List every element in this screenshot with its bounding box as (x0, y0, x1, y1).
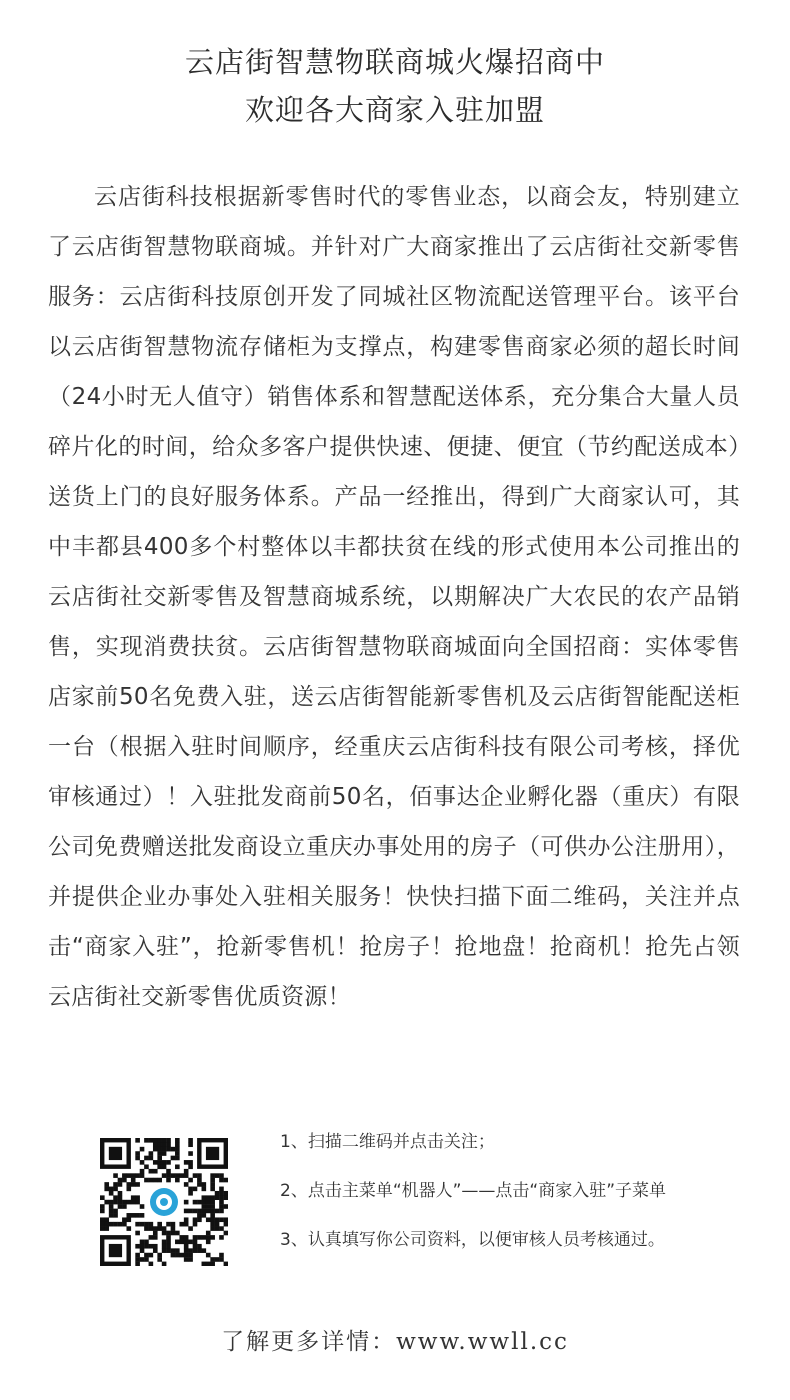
instruction-step-3: 3、认真填写你公司资料，以便审核人员考核通过。 (280, 1230, 665, 1250)
page-title-line-2: 欢迎各大商家入驻加盟 (244, 93, 545, 127)
qr-code-icon (100, 1138, 228, 1266)
instruction-list (280, 1130, 760, 1277)
body-paragraph: 云店街科技根据新零售时代的零售业态，以商会友，特别建立了云店街智慧物联商城。并针对广大商家推出了云店街社交新零售服务：云店街科技原创开发了同城社区物流配送管理平台。该平台以云店街智慧物流存储柜为支撑点，构建零售商家必须的超长时间（24小时无人值守）销售体系和智慧配送体系，充分集合大量人员碎片化的时间，给众多客户提供快速、便捷、便宜（节约配送成本）送货上门的良好服务体系。产品一经推出，得到广大商家认可，其中丰都县400多个村整体以丰都扶贫在线的形式使用本公司推出的云店街社交新零售及智慧商城系统，以期解决广大农民的农产品销售，实现消费扶贫。云店街智慧物联商城面向全国招商：实体零售店家前50名免费入驻，送云店街智能新零售机及云店街智能配送柜一台（根据入驻时间顺序，经重庆云店街科技有限公司考核，择优审核通过）！入驻批发商前50名，佰事达企业孵化器（重庆）有限公司免费赠送批发商设立重庆办事处用的房子（可供办公注册用），并提供企业办事处入驻相关服务！快快扫描下面二维码，关注并点击“商家入驻”，抢新零售机！抢房子！抢地盘！抢商机！抢先占领云店街社交新零售优质资源！ (48, 184, 740, 1010)
instruction-step-2: 2、点击主菜单“机器人”——点击“商家入驻”子菜单 (280, 1181, 667, 1201)
footer-more-info: 了解更多详情：www.wwll.cc (221, 1329, 569, 1355)
instruction-step-1: 1、扫描二维码并点击关注； (280, 1132, 495, 1152)
page-title-line-1: 云店街智慧物联商城火爆招商中 (184, 45, 605, 79)
